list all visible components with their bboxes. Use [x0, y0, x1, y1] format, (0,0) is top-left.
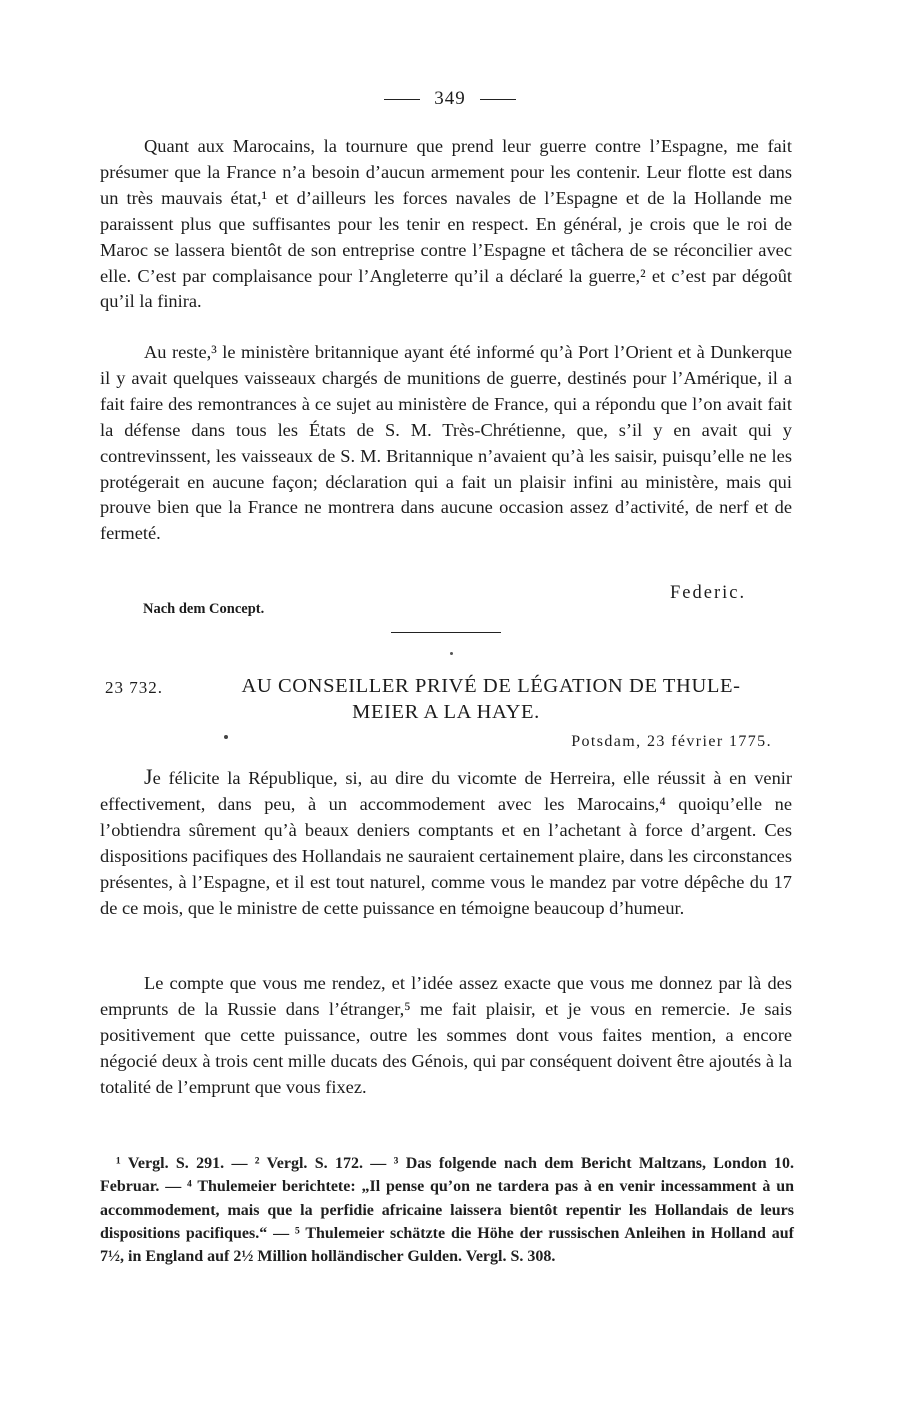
section-separator: [391, 632, 501, 633]
footnotes-text: ¹ Vergl. S. 291. — ² Vergl. S. 172. — ³ Das folgende nach dem Bericht Maltzans, London 10. Februar. — ⁴ Thulemeier berichtete: „Il pense qu’on ne tardera pas à en venir incessamment à un accommodement, mais que la perfidie africaine laissera bientôt repentir les Hollandais de leurs dispositions pacifiques.“ — ⁵ Thulemeier schätzte die Höhe der russischen Anleihen in Holland auf 7½, in England auf 2½ Million holländischer Gulden. Vergl. S. 308.: [100, 1155, 794, 1266]
section1-paragraph2: Au reste,³ le ministère britannique ayant été informé qu’à Port l’Orient et à Dunkerque il y avait quelques vaisseaux chargés de munitions de guerre, destinés pour l’Amérique, il a fait faire des remontrances à ce sujet au ministère de France, qui a répondu que l’on avait fait la défense dans tous les États de S. M. Très-Chrétienne, que, s’il y en avait qui y contrevinssent, les vaisseaux de S. M. Britannique n’avaient qu’à les saisir, puisqu’elle ne les protégerait en aucune façon; déclaration qui a fait un plaisir infini au ministère, mais qui prouve bien que la France ne montrera dans aucune occasion assez d’activité, de nerf et de fermeté.: [100, 342, 792, 544]
letter-title-line1: AU CONSEILLER PRIVÉ DE LÉGATION DE THULE-: [241, 675, 741, 697]
header-dash-right: [480, 99, 516, 100]
letter-date: 23 février 1775.: [646, 733, 772, 750]
letter-heading: [100, 673, 792, 725]
letter-title-line2: MEIER A LA HAYE.: [352, 701, 540, 723]
letter-paragraph1-block: [100, 764, 792, 921]
letter-number: 23 732.: [105, 678, 163, 697]
page-number: 349: [434, 88, 466, 109]
letter-paragraph1: Je félicite la République, si, au dire du vicomte de Herreira, elle réussit à en venir effectivement, dans peu, à un accommodement avec les Marocains,⁴ quoiqu’elle ne l’obtiendra sûrement qu’à beaux deniers comptants et en l’achetant à force d’argent. Ces dispositions pacifiques des Hollandais ne sauraient certainement plaire, dans les circonstances présentes, à l’Espagne, et il est tout naturel, comme vous le mandez par votre dépêche du 17 de ce mois, que le ministre de cette puissance en témoigne beaucoup d’humeur.: [100, 764, 792, 918]
print-speck: [450, 652, 453, 655]
signature: Federic.: [670, 583, 747, 603]
section1-paragraph1: Quant aux Marocains, la tournure que prend leur guerre contre l’Espagne, me fait présumer que la France n’a besoin d’aucun armement pour les contenir. Leur flotte est dans un très mauvais état,¹ et d’ailleurs les forces navales de l’Espagne et de la Hollande me paraissent plus que suffisantes pour les tenir en respect. En général, je crois que le roi de Maroc se lassera bientôt de son entreprise contre l’Espagne et tâchera de se réconcilier avec elle. C’est par complaisance pour l’Angleterre qu’il a déclaré la guerre,² et c’est par dégoût qu’il la finira.: [100, 136, 792, 312]
letter-paragraph2: Le compte que vous me rendez, et l’idée assez exacte que vous me donnez par là des emprunts de la Russie dans l’étranger,⁵ me fait plaisir, et je vous en remercie. Je sais positivement que cette puissance, outre les sommes dont vous faites mention, a encore négocié deux à trois cent mille ducats des Génois, qui par conséquent doivent être ajoutés à la totalité de l’emprunt que vous fixez.: [100, 973, 792, 1097]
header-dash-left: [384, 99, 420, 100]
source-note: Nach dem Concept.: [143, 601, 265, 617]
section1-paragraph1-block: [100, 134, 792, 315]
letter-paragraph2-block: [100, 971, 792, 1101]
print-speck: [224, 735, 228, 739]
section1-paragraph2-block: [100, 340, 792, 547]
place-date-line: [571, 733, 772, 751]
page-header: [0, 88, 900, 110]
letter-place: Potsdam,: [571, 733, 642, 750]
footnotes: [100, 1152, 794, 1268]
